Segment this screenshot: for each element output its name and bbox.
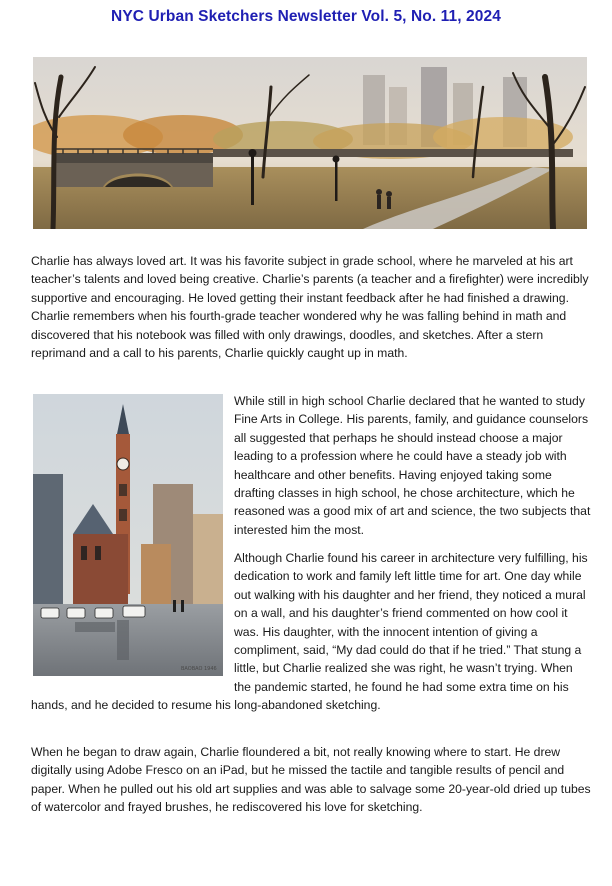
newsletter-title: NYC Urban Sketchers Newsletter Vol. 5, No. 11, 2024	[111, 8, 501, 25]
article-paragraph-3: Although Charlie found his career in architecture very fulfilling, his dedication to work and family left little time for art. One day while out walking with his daughter and her friend, they noticed a mural on a wall, and his daughter’s friend commented on how cool it was. His daughter, with the innocent intention of giving a compliment, said, “My dad could do that if he tried.” That stung a little, but Charlie realized she was right, he wasn’t trying. When the pandemic started, he found he had some extra time on his hands, and he decided to resume his long-abandoned sketching.	[31, 551, 588, 713]
article-paragraph-1: Charlie has always loved art. It was his favorite subject in grade school, where he marveled at his art teacher’s talents and loved being creative. Charlie’s parents (a teacher and a firefighter) were incredibly supportive and encouraging. He loved getting their instant feedback after he had finished a drawing. Charlie remembers when his fourth-grade teacher wondered why he was falling behind in math and discovered that his notebook was filled with only drawings, doodles, and sketches. After a stern reprimand and a call to his parents, Charlie quickly caught up in math.	[31, 254, 589, 361]
park-bridge-watercolor-illustration	[33, 57, 587, 229]
article-paragraph-3-block	[31, 549, 591, 715]
article-paragraph-4: When he began to draw again, Charlie floundered a bit, not really knowing where to start. He drew digitally using Adobe Fresco on an iPad, but he missed the tactile and tangible results of pencil and paper. When he pulled out his old art supplies and was able to salvage some 20-year-old dried up tubes of watercolor and frayed brushes, he rediscovered his love for sketching.	[31, 745, 591, 815]
article-paragraph-2: While still in high school Charlie declared that he wanted to study Fine Arts in College. His parents, family, and guidance counselors all suggested that perhaps he should instead choose a major leading to a profession where he could have a steady job with healthcare and other benefits. Having enjoyed taking some drafting classes in high school, he chose architecture, which he reasoned was a good mix of art and science, the two subjects that interested him the most.	[234, 394, 591, 537]
illustration-signature: BAOBAO 1946	[181, 666, 217, 672]
